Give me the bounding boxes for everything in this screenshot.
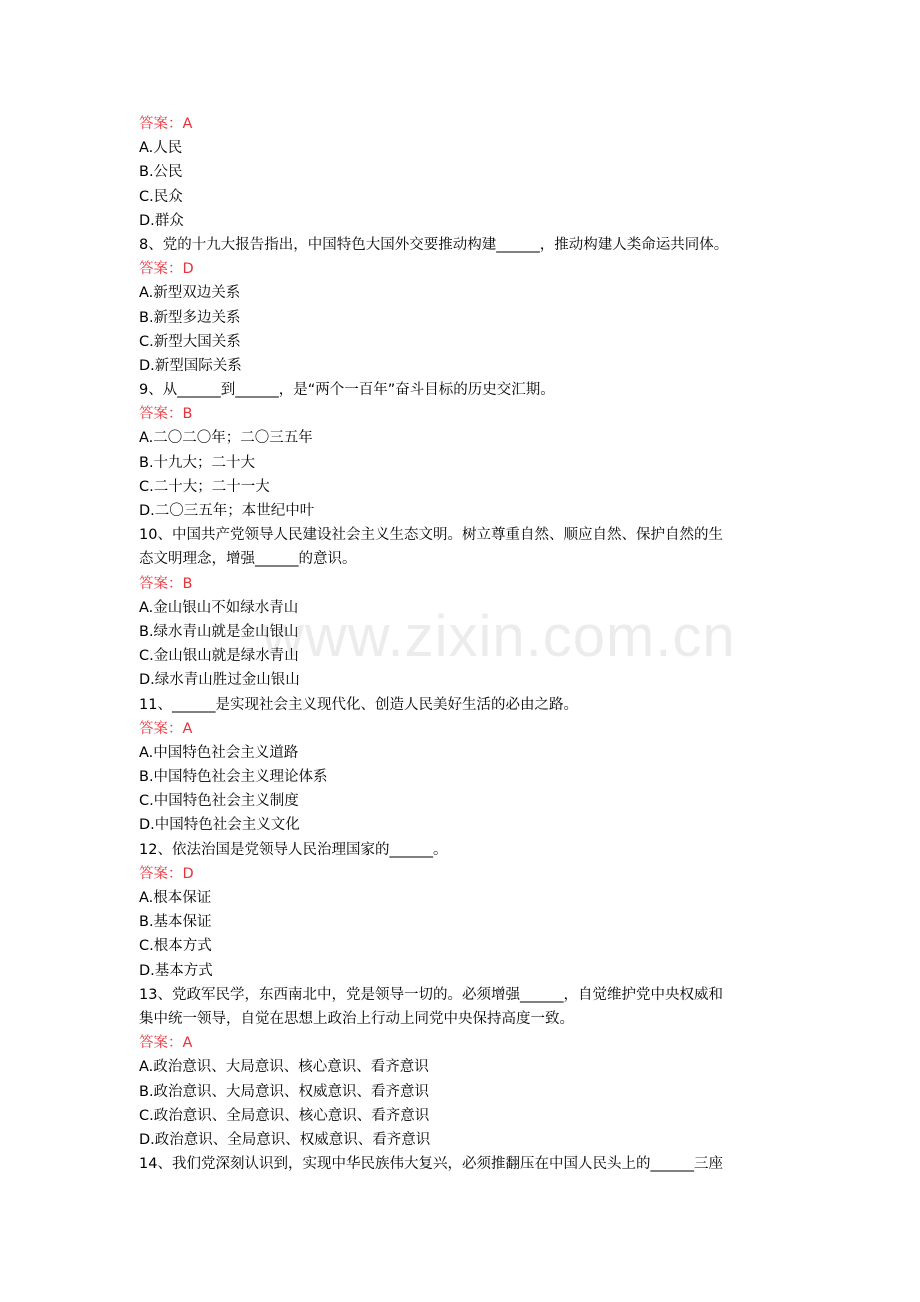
option-line: D.群众 xyxy=(139,212,184,229)
question-line: 态文明理念，增强______的意识。 xyxy=(139,551,357,568)
option-line: B.绿水青山就是金山银山 xyxy=(139,623,299,640)
question-line: 9、从______到______，是“两个一百年”奋斗目标的历史交汇期。 xyxy=(139,382,555,399)
watermark-text: www.zixin.com.cn xyxy=(262,604,736,669)
answer-line: 答案：D xyxy=(139,261,194,278)
option-line: A.新型双边关系 xyxy=(139,285,241,302)
option-line: A.政治意识、大局意识、核心意识、看齐意识 xyxy=(139,1059,429,1076)
option-line: C.根本方式 xyxy=(139,938,212,955)
answer-line: 答案：B xyxy=(139,575,193,592)
option-line: D.绿水青山胜过金山银山 xyxy=(139,672,300,689)
answer-line: 答案：A xyxy=(139,720,193,737)
option-line: B.中国特色社会主义理论体系 xyxy=(139,769,328,786)
option-line: A.二〇二〇年；二〇三五年 xyxy=(139,430,313,447)
document-body xyxy=(139,112,789,1176)
option-line: B.十九大；二十大 xyxy=(139,454,256,471)
option-line: A.中国特色社会主义道路 xyxy=(139,744,299,761)
question-line: 13、党政军民学，东西南北中，党是领导一切的。必须增强______，自觉维护党中央权威和 xyxy=(139,986,723,1003)
question-line: 11、______是实现社会主义现代化、创造人民美好生活的必由之路。 xyxy=(139,696,578,713)
option-line: D.政治意识、全局意识、权威意识、看齐意识 xyxy=(139,1131,431,1148)
question-line: 12、依法治国是党领导人民治理国家的______。 xyxy=(139,841,448,858)
option-line: D.中国特色社会主义文化 xyxy=(139,817,300,834)
option-line: D.新型国际关系 xyxy=(139,357,242,374)
answer-line: 答案：A xyxy=(139,116,193,132)
option-line: C.新型大国关系 xyxy=(139,333,241,350)
option-line: C.金山银山就是绿水青山 xyxy=(139,648,299,665)
option-line: A.人民 xyxy=(139,140,183,157)
option-line: C.政治意识、全局意识、核心意识、看齐意识 xyxy=(139,1107,430,1124)
option-line: A.根本保证 xyxy=(139,890,212,906)
option-line: B.新型多边关系 xyxy=(139,309,241,326)
question-line: 14、我们党深刻认识到，实现中华民族伟大复兴，必须推翻压在中国人民头上的______三座 xyxy=(139,1156,723,1173)
option-line: C.民众 xyxy=(139,188,183,205)
option-line: B.公民 xyxy=(139,164,183,181)
option-line: A.金山银山不如绿水青山 xyxy=(139,599,299,616)
question-line: 10、中国共产党领导人民建设社会主义生态文明。树立尊重自然、顺应自然、保护自然的生 xyxy=(139,527,723,544)
option-line: D.二〇三五年；本世纪中叶 xyxy=(139,503,315,519)
option-line: D.基本方式 xyxy=(139,962,213,979)
option-line: C.中国特色社会主义制度 xyxy=(139,793,299,810)
option-line: B.政治意识、大局意识、权威意识、看齐意识 xyxy=(139,1083,430,1100)
option-line: B.基本保证 xyxy=(139,914,212,931)
question-line: 集中统一领导，自觉在思想上政治上行动上同党中央保持高度一致。 xyxy=(139,1010,574,1027)
answer-line: 答案：D xyxy=(139,865,194,882)
answer-line: 答案：B xyxy=(139,406,193,423)
option-line: C.二十大；二十一大 xyxy=(139,478,270,495)
question-line: 8、党的十九大报告指出，中国特色大国外交要推动构建______，推动构建人类命运共同体。 xyxy=(139,236,729,253)
answer-line: 答案：A xyxy=(139,1035,193,1052)
